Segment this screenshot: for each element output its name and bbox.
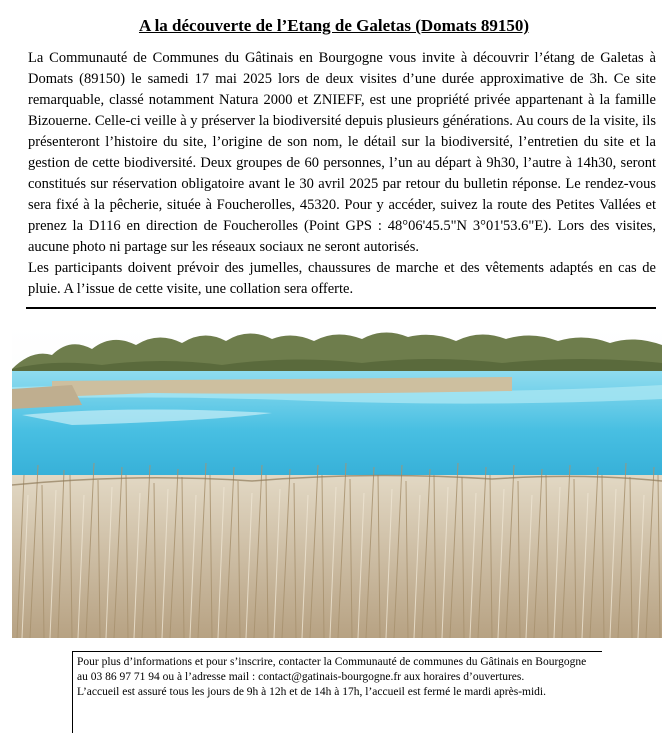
info-box — [72, 651, 602, 733]
pond-photo — [12, 325, 662, 638]
contact-info: Pour plus d’informations et pour s’inscrire, contacter la Communauté de communes du Gâtinais en Bourgogne au 03 86 97 71 94 ou à l’adresse mail : contact@gatinais-bourgogne.fr aux horaires d’ouvertures. — [77, 656, 587, 683]
paragraph: La Communauté de Communes du Gâtinais en Bourgogne vous invite à découvrir l’étang de Galetas à Domats (89150) le samedi 17 mai 2025 lors de deux visites d’une durée approximative de 3h. Ce site remarquable, classé notamment Natura 2000 et ZNIEFF, est une propriété privée appartenant à la famille Bizouerne. Celle-ci veille à y préserver la biodiversité depuis plusieurs générations. Au cours de la visite, ils présenteront l’histoire du site, l’origine de son nom, le détail sur la biodiversité, l’entretien du site et la gestion de cette biodiversité. Deux groupes de 60 personnes, l’un au départ à 9h30, l’autre à 14h30, seront constitués sur réservation obligatoire avant le 30 avril 2025 par retour du bulletin réponse. Le rendez-vous sera fixé à la pêcherie, située à Foucherolles, 45320. Pour y accéder, suivez la route des Petites Vallées et prenez la D116 en direction de Foucherolles (Point GPS : 48°06'45.5"N 3°01'53.6"E). Lors des visites, aucune photo ni partage sur les réseaux sociaux ne seront autorisés. — [28, 50, 656, 255]
pond-landscape-image — [12, 325, 662, 638]
main-text — [28, 48, 656, 300]
page-title: A la découverte de l’Etang de Galetas (Domats 89150) — [138, 16, 529, 35]
opening-hours: L’accueil est assuré tous les jours de 9h à 12h et de 14h à 17h, l’accueil est fermé le mardi après-midi. — [77, 686, 547, 698]
divider — [26, 307, 656, 309]
paragraph: Les participants doivent prévoir des jumelles, chaussures de marche et des vêtements adaptés en cas de pluie. A l’issue de cette visite, une collation sera offerte. — [28, 260, 656, 297]
